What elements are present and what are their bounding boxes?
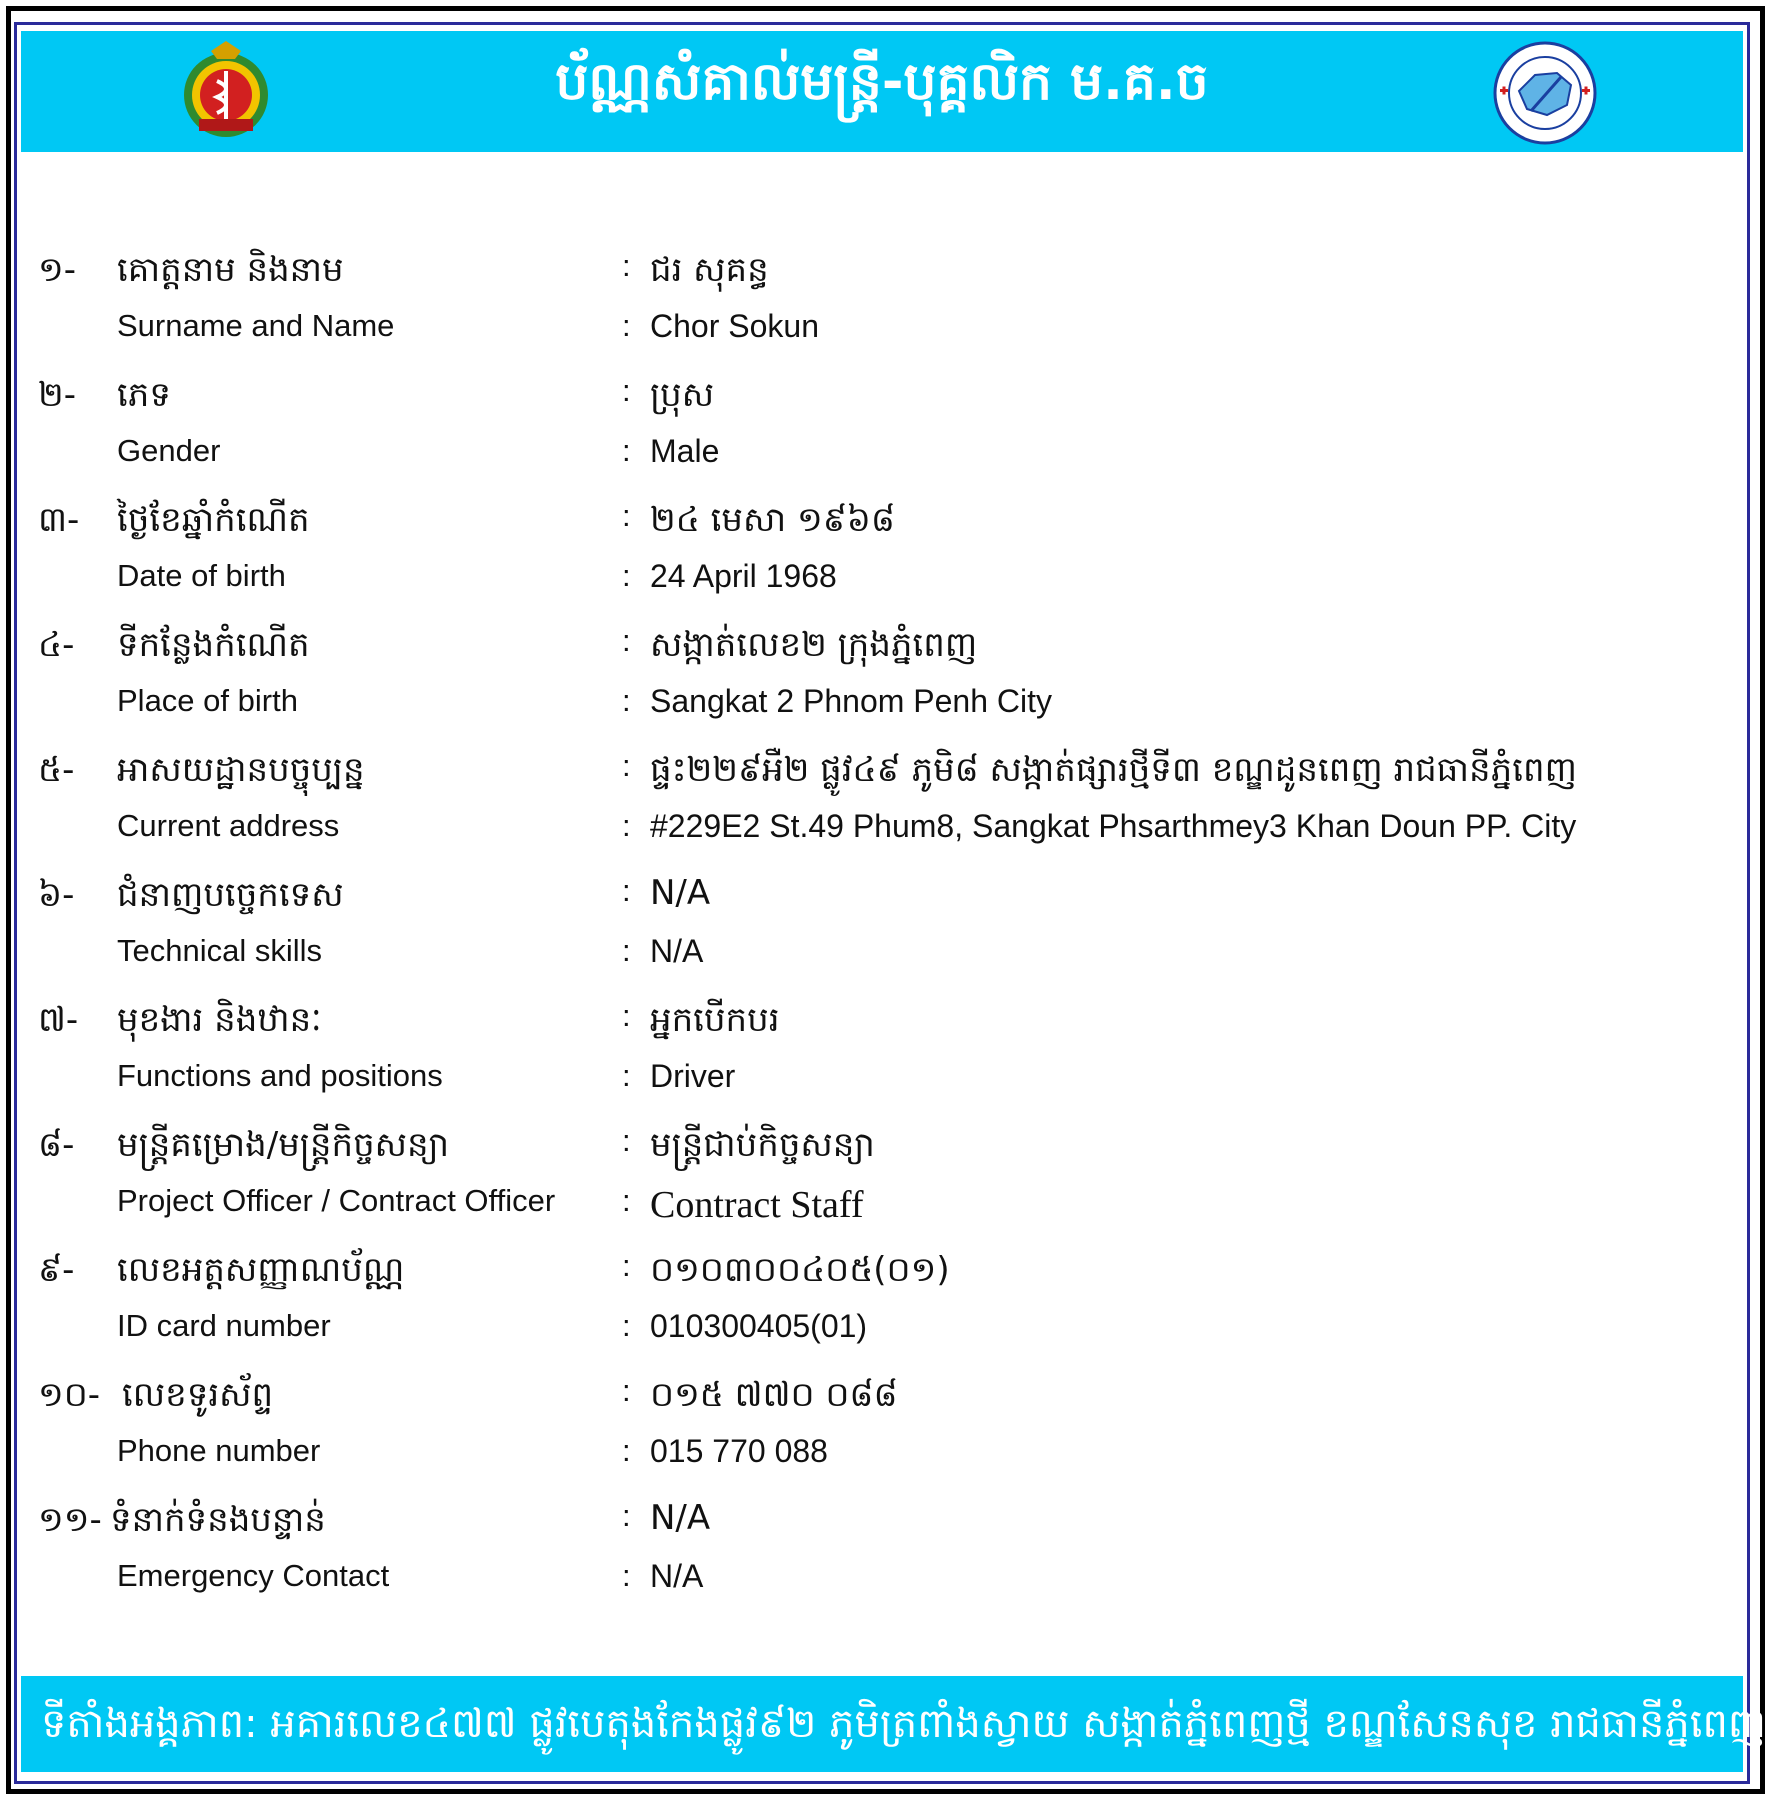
field-row-km	[0, 748, 1771, 798]
field-colon: :	[622, 808, 631, 843]
field-number: ១-	[38, 250, 77, 290]
field-value-en: 010300405(01)	[650, 1308, 868, 1344]
field-row-km	[0, 248, 1771, 298]
field-number: ៣-	[38, 500, 80, 540]
field-value-en: N/A	[650, 1558, 704, 1594]
field-number: ២-	[38, 375, 77, 415]
field-row-km	[0, 1248, 1771, 1298]
field-colon: :	[622, 748, 631, 783]
field-number: ៧-	[38, 1000, 79, 1040]
field-label-km: ជំនាញបច្ចេកទេស	[117, 875, 344, 915]
field-row-en	[0, 308, 1771, 358]
field-value-km: សង្កាត់លេខ២ ក្រុងភ្នំពេញ	[650, 625, 978, 665]
field-label-km: គោត្តនាម និងនាម	[117, 250, 344, 290]
field-colon: :	[622, 1183, 631, 1218]
field-colon: :	[622, 248, 631, 283]
field-value-km: ២៤ មេសា ១៩៦៨	[650, 500, 895, 540]
field-row-en	[0, 1308, 1771, 1358]
card-footer	[21, 1676, 1766, 1772]
field-label-km: មុខងារ និងឋានៈ	[117, 1000, 322, 1040]
field-colon: :	[622, 1123, 631, 1158]
field-value-en: Contract Staff	[650, 1184, 864, 1226]
field-row-en	[0, 1058, 1771, 1108]
field-row-en	[0, 433, 1771, 483]
field-label-en: Date of birth	[117, 558, 286, 593]
field-value-en: N/A	[650, 933, 704, 969]
field-value-en: #229E2 St.49 Phum8, Sangkat Phsarthmey3 Khan Doun PP. City	[650, 808, 1577, 844]
field-colon: :	[622, 1308, 631, 1343]
field-label-en: Functions and positions	[117, 1058, 443, 1093]
field-label-en: ID card number	[117, 1308, 331, 1343]
field-row-km	[0, 1373, 1771, 1423]
field-colon: :	[622, 1498, 631, 1533]
field-colon: :	[622, 373, 631, 408]
field-colon: :	[622, 1373, 631, 1408]
field-row-en	[0, 1433, 1771, 1483]
field-colon: :	[622, 873, 631, 908]
field-colon: :	[622, 1433, 631, 1468]
field-value-km: ០១៥ ៧៧០ ០៨៨	[650, 1375, 898, 1415]
field-row-en	[0, 558, 1771, 608]
field-colon: :	[622, 1248, 631, 1283]
field-row-km	[0, 498, 1771, 548]
field-value-km: ផ្ទះ២២៩អឺ២ ផ្លូវ៤៩ ភូមិ៨ សង្កាត់ផ្សារថ្មីទី៣ ខណ្ឌដូនពេញ រាជធានីភ្នំពេញ	[650, 750, 1577, 790]
field-colon: :	[622, 558, 631, 593]
field-colon: :	[622, 683, 631, 718]
field-row-en	[0, 1183, 1771, 1233]
field-row-km	[0, 373, 1771, 423]
field-number: ៦-	[38, 875, 75, 915]
field-value-km: N/A	[650, 873, 711, 913]
field-colon: :	[622, 308, 631, 343]
field-row-km	[0, 873, 1771, 923]
card-title: ប័ណ្ណសំគាល់មន្ត្រី-បុគ្គលិក ម.គ.ច	[555, 52, 1209, 112]
field-number: ៨-	[38, 1125, 75, 1165]
field-label-km: ភេទ	[117, 375, 171, 415]
field-label-en: Place of birth	[117, 683, 298, 718]
field-number: ៤-	[38, 625, 75, 665]
field-row-km	[0, 1123, 1771, 1173]
organization-seal-icon	[1491, 41, 1599, 146]
field-label-en: Surname and Name	[117, 308, 395, 343]
field-row-km	[0, 998, 1771, 1048]
field-colon: :	[622, 433, 631, 468]
field-label-km: លេខទូរស័ព្ទ	[122, 1375, 274, 1415]
field-label-en: Current address	[117, 808, 340, 843]
field-label-en: Phone number	[117, 1433, 321, 1468]
field-value-en: Male	[650, 433, 720, 469]
field-value-km: ប្រុស	[650, 375, 715, 415]
field-colon: :	[622, 1058, 631, 1093]
field-value-en: 015 770 088	[650, 1433, 828, 1469]
field-label-en: Project Officer / Contract Officer	[117, 1183, 556, 1218]
field-colon: :	[622, 1558, 631, 1593]
field-value-en: 24 April 1968	[650, 558, 837, 594]
field-value-en: Driver	[650, 1058, 736, 1094]
field-colon: :	[622, 998, 631, 1033]
field-value-km: N/A	[650, 1498, 711, 1538]
field-value-km: ០១០៣០០៤០៥(០១)	[650, 1250, 950, 1290]
field-row-km	[0, 1498, 1771, 1548]
field-row-km	[0, 623, 1771, 673]
field-row-en	[0, 933, 1771, 983]
field-label-km: មន្ត្រីគម្រោង/មន្ត្រីកិច្ចសន្យា	[117, 1125, 450, 1165]
card-header	[21, 31, 1743, 152]
field-label-en: Technical skills	[117, 933, 323, 968]
field-label-km: ថ្ងៃខែឆ្នាំកំណើត	[117, 500, 310, 540]
field-number: ១១-	[38, 1500, 102, 1540]
field-colon: :	[622, 623, 631, 658]
field-value-en: Chor Sokun	[650, 308, 819, 344]
field-number: ៩-	[38, 1250, 75, 1290]
field-row-en	[0, 1558, 1771, 1608]
field-value-en: Sangkat 2 Phnom Penh City	[650, 683, 1053, 719]
field-label-km: ទំនាក់ទំនងបន្ទាន់	[110, 1500, 326, 1540]
field-row-en	[0, 808, 1771, 858]
field-label-km: អាសយដ្ឋានបច្ចុប្បន្ន	[117, 750, 365, 790]
field-row-en	[0, 683, 1771, 733]
field-label-km: លេខអត្តសញ្ញាណប័ណ្ណ	[117, 1250, 405, 1290]
footer-address: ទីតាំងអង្គភាព: អគារលេខ៤៧៧ ផ្លូវបេតុងកែងផ្លូវ៩២ ភូមិត្រពាំងស្វាយ សង្កាត់ភ្នំពេញថ្មី ខណ្ឌសែនសុខ រាជធានីភ្នំពេញ	[41, 1701, 1766, 1747]
field-label-en: Gender	[117, 433, 221, 468]
field-number: ៥-	[38, 750, 75, 790]
field-label-en: Emergency Contact	[117, 1558, 390, 1593]
field-colon: :	[622, 498, 631, 533]
field-value-km: មន្ត្រីជាប់កិច្ចសន្យា	[650, 1125, 875, 1165]
field-label-km: ទីកន្លែងកំណើត	[117, 625, 310, 665]
field-colon: :	[622, 933, 631, 968]
field-number: ១០-	[38, 1375, 101, 1415]
field-value-km: អ្នកបើកបរ	[650, 1000, 780, 1040]
field-value-km: ជរ សុគន្ធ	[650, 250, 769, 290]
